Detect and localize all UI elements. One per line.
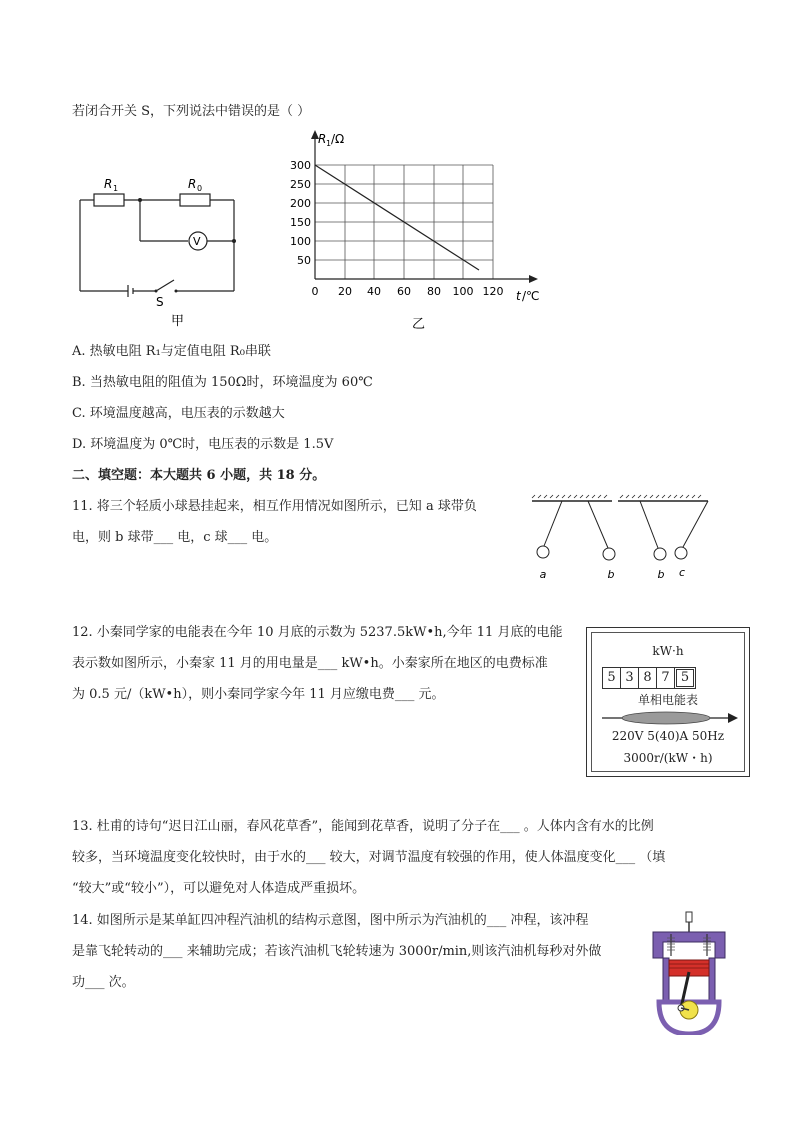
svg-text:50: 50 [297,254,311,267]
q12-line1: 12. 小秦同学家的电能表在今年 10 月底的示数为 5237.5kW•h,今年 11 月底的电能 [72,625,563,640]
meter-disc-icon [600,709,740,727]
svg-text:R: R [104,177,113,191]
svg-text:20: 20 [338,285,352,298]
engine-diagram [645,910,735,1035]
resistance-line [315,165,479,270]
svg-text:R: R [188,177,197,191]
temperature-resistance-graph [280,125,550,335]
meter-digit: 5 [603,668,621,688]
svg-text:S: S [156,295,164,309]
svg-text:t: t [516,289,521,303]
svg-text:b: b [607,568,615,581]
ball-c [675,547,687,559]
q12-line3: 为 0.5 元/（kW•h），则小秦同学家今年 11 月应缴电费___ 元。 [72,687,445,702]
meter-digit-decimal: 5 [676,669,694,687]
meter-digit: 7 [657,668,675,688]
svg-text:R: R [318,132,327,146]
q11-line1: 11. 将三个轻质小球悬挂起来，相互作用情况如图所示，已知 a 球带负 [72,499,477,514]
svg-text:/℃: /℃ [522,289,540,303]
meter-title: 单相电能表 [637,693,698,707]
meter-unit: kW·h [652,644,684,658]
svg-text:100: 100 [452,285,474,298]
section-heading: 二、填空题：本大题共 6 小题，共 18 分。 [72,468,326,483]
svg-text:200: 200 [290,197,311,210]
q13-line2: 较多，当环境温度变化较快时，由于水的___ 较大，对调节温度有较强的作用，使人体温度变化___ （填 [72,850,666,865]
svg-text:250: 250 [290,178,311,191]
q14-line1: 14. 如图所示是某单缸四冲程汽油机的结构示意图，图中所示为汽油机的___ 冲程，该冲程 [72,913,589,928]
svg-text:0: 0 [311,285,319,298]
q14-line3: 功___ 次。 [72,975,135,990]
q11-line2: 电，则 b 球带___ 电，c 球___ 电。 [72,530,278,545]
r1-resistor [94,194,124,206]
svg-text:80: 80 [427,285,441,298]
svg-text:300: 300 [290,159,311,172]
circuit-diagram [72,170,247,330]
hanging-balls-figure [528,494,718,584]
svg-text:0: 0 [197,184,203,193]
svg-text:40: 40 [367,285,381,298]
svg-text:1: 1 [113,184,119,193]
figure-jia-caption: 甲 [171,314,185,329]
svg-text:a: a [539,568,547,581]
q10-stem: 若闭合开关 S，下列说法中错误的是（ ） [72,104,311,119]
ball-b2 [654,548,666,560]
q13-line1: 13. 杜甫的诗句“迟日江山丽，春风花草香”，能闻到花草香，说明了分子在___ 。人体内含有水的比例 [72,819,654,834]
svg-text:100: 100 [290,235,311,248]
q12-line2: 表示数如图所示，小秦家 11 月的用电量是___ kW•h。小秦家所在地区的电费标准 [72,656,548,671]
meter-digits [602,667,696,689]
figure-yi-caption: 乙 [412,317,426,332]
ball-b [603,548,615,560]
meter-digit: 3 [621,668,639,688]
svg-text:/Ω: /Ω [331,132,345,146]
meter-spec-voltage: 220V 5(40)A 50Hz [611,729,725,743]
svg-text:V: V [193,235,201,248]
svg-text:b: b [657,568,665,581]
q10-option-c: C. 环境温度越高，电压表的示数越大 [72,406,285,421]
meter-spec-revolutions: 3000r/(kW・h) [623,751,713,765]
q13-line3: “较大”或“较小”），可以避免对人体造成严重损坏。 [72,881,366,896]
svg-text:150: 150 [290,216,311,229]
svg-text:60: 60 [397,285,411,298]
q10-option-d: D. 环境温度为 0℃时，电压表的示数是 1.5V [72,437,334,452]
q10-option-a: A. 热敏电阻 R₁与定值电阻 R₀串联 [72,344,271,359]
q14-line2: 是靠飞轮转动的___ 来辅助完成；若该汽油机飞轮转速为 3000r/min,则该汽油机每秒对外做 [72,944,602,959]
svg-text:c: c [678,566,686,579]
ball-a [537,546,549,558]
switch-s [156,280,174,291]
q10-option-b: B. 当热敏电阻的阻值为 150Ω时，环境温度为 60℃ [72,375,373,390]
r0-resistor [180,194,210,206]
meter-digit: 8 [639,668,657,688]
electricity-meter [586,627,750,777]
svg-text:1: 1 [326,139,332,148]
svg-text:120: 120 [482,285,504,298]
